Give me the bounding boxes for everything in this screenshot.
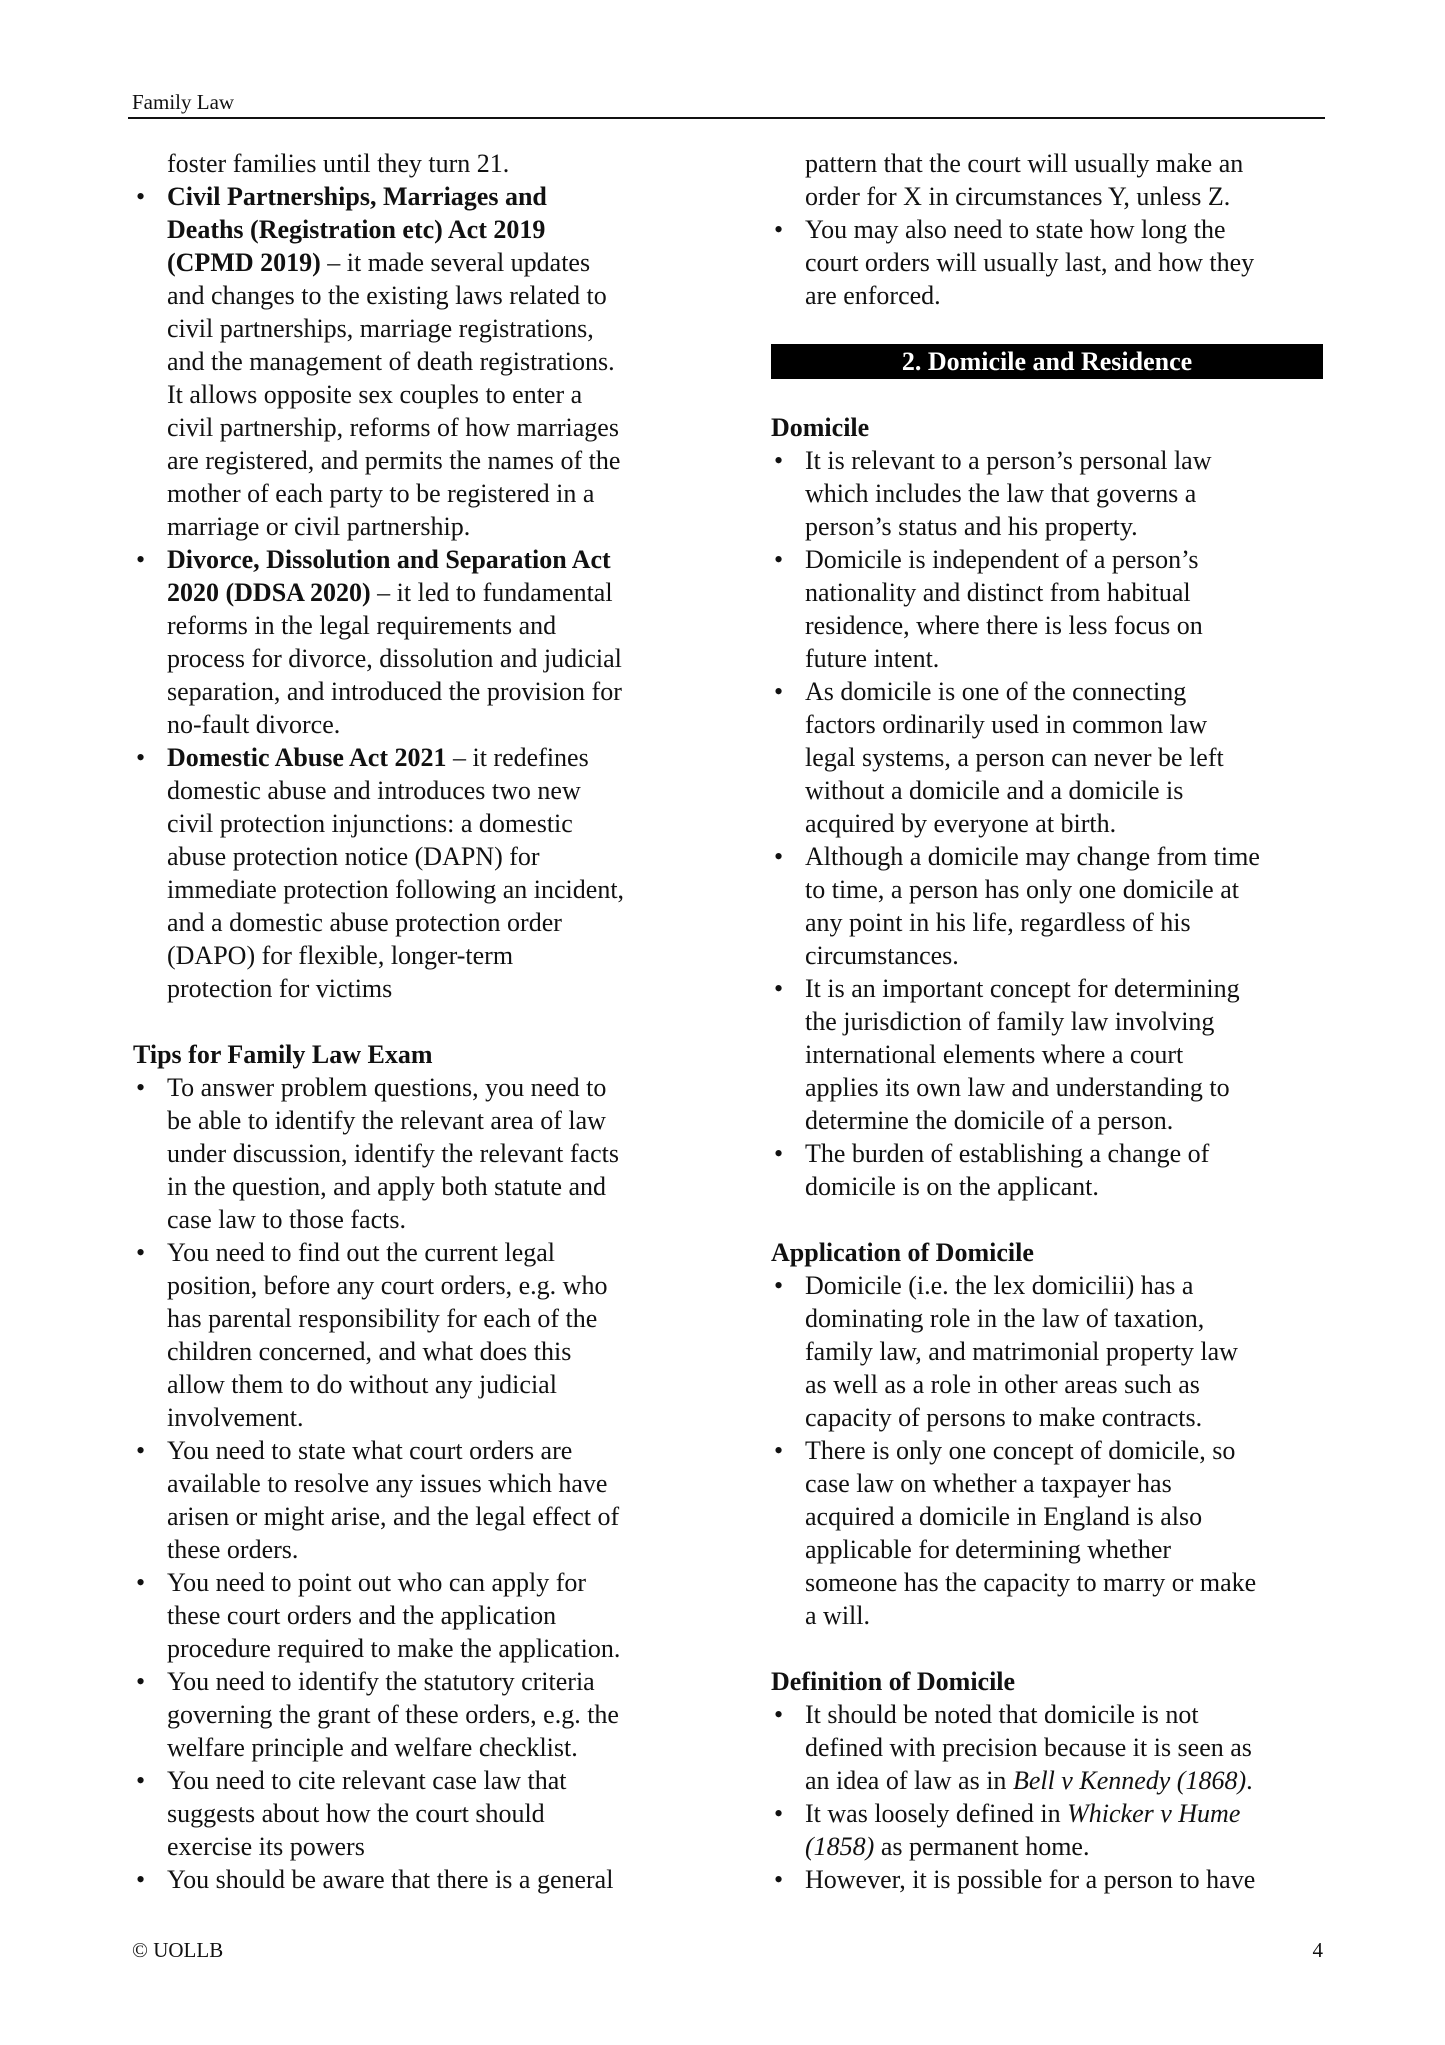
text-line bbox=[167, 1302, 597, 1335]
text-segment: and the management of death registrations. bbox=[167, 347, 615, 376]
text-line bbox=[167, 675, 622, 708]
text-segment: The burden of establishing a change of bbox=[805, 1139, 1210, 1168]
text-segment: be able to identify the relevant area of law bbox=[167, 1106, 606, 1135]
text-segment: legal systems, a person can never be left bbox=[805, 743, 1224, 772]
text-line bbox=[167, 1335, 571, 1368]
bold-text: (CPMD 2019) bbox=[167, 248, 321, 277]
text-segment: case law on whether a taxpayer has bbox=[805, 1469, 1172, 1498]
text-segment: . bbox=[1246, 1766, 1253, 1795]
text-segment: and a domestic abuse protection order bbox=[167, 908, 562, 937]
text-line bbox=[805, 939, 959, 972]
bullet-item-line bbox=[805, 972, 1240, 1005]
text-segment: mother of each party to be registered in a bbox=[167, 479, 595, 508]
section-subheading bbox=[771, 1236, 1034, 1269]
bullet-item-line bbox=[167, 543, 611, 576]
text-line bbox=[805, 1071, 1230, 1104]
text-segment: no-fault divorce. bbox=[167, 710, 341, 739]
text-segment: foster families until they turn 21. bbox=[167, 149, 510, 178]
text-line bbox=[167, 510, 470, 543]
bullet-item-line bbox=[167, 1665, 595, 1698]
text-segment: and changes to the existing laws related to bbox=[167, 281, 607, 310]
text-segment: these orders. bbox=[167, 1535, 299, 1564]
bold-text: Domestic Abuse Act 2021 bbox=[167, 743, 447, 772]
text-line bbox=[805, 906, 1191, 939]
text-line bbox=[167, 246, 590, 279]
case-citation: Bell v Kennedy (1868) bbox=[1012, 1766, 1247, 1795]
text-line bbox=[805, 1533, 1171, 1566]
bullet-icon: • bbox=[136, 1766, 146, 1795]
bullet-item-line bbox=[167, 1566, 586, 1599]
text-line bbox=[167, 1599, 556, 1632]
text-line bbox=[805, 873, 1239, 906]
text-segment: any point in his life, regardless of his bbox=[805, 908, 1191, 937]
text-line bbox=[167, 774, 581, 807]
text-segment: someone has the capacity to marry or make bbox=[805, 1568, 1257, 1597]
text-segment: domestic abuse and introduces two new bbox=[167, 776, 581, 805]
text-segment: allow them to do without any judicial bbox=[167, 1370, 557, 1399]
text-segment: To answer problem questions, you need to bbox=[167, 1073, 607, 1102]
bullet-item-line bbox=[805, 840, 1260, 873]
text-segment: in the question, and apply both statute and bbox=[167, 1172, 607, 1201]
text-line bbox=[167, 1830, 365, 1863]
text-segment: suggests about how the court should bbox=[167, 1799, 545, 1828]
text-line bbox=[167, 345, 615, 378]
text-segment: It is relevant to a person’s personal law bbox=[805, 446, 1212, 475]
section-subheading bbox=[133, 1038, 433, 1071]
text-segment: Definition of Domicile bbox=[771, 1667, 1016, 1696]
text-segment: defined with precision because it is seen as bbox=[805, 1733, 1252, 1762]
text-line bbox=[167, 1533, 298, 1566]
text-line bbox=[805, 1401, 1202, 1434]
text-segment: As domicile is one of the connecting bbox=[805, 677, 1187, 706]
text-segment: protection for victims bbox=[167, 974, 393, 1003]
text-segment: Domicile is independent of a person’s bbox=[805, 545, 1199, 574]
text-line bbox=[805, 1764, 1253, 1797]
text-segment: exercise its powers bbox=[167, 1832, 365, 1861]
text-line bbox=[805, 1302, 1204, 1335]
bullet-item-line bbox=[805, 213, 1226, 246]
text-segment: civil partnerships, marriage registrations, bbox=[167, 314, 594, 343]
case-citation: Whicker v Hume bbox=[1067, 1799, 1241, 1828]
text-segment: to time, a person has only one domicile at bbox=[805, 875, 1239, 904]
text-line bbox=[167, 906, 562, 939]
text-line bbox=[805, 642, 939, 675]
text-segment: Tips for Family Law Exam bbox=[133, 1040, 433, 1069]
text-line bbox=[805, 1599, 870, 1632]
text-segment: as permanent home. bbox=[874, 1832, 1090, 1861]
bullet-item-line bbox=[805, 444, 1212, 477]
text-line bbox=[167, 1104, 606, 1137]
text-segment: domicile is on the applicant. bbox=[805, 1172, 1099, 1201]
text-segment: pattern that the court will usually make an bbox=[805, 149, 1244, 178]
bullet-icon: • bbox=[774, 446, 784, 475]
text-line bbox=[805, 180, 1230, 213]
bullet-icon: • bbox=[774, 1700, 784, 1729]
text-segment: process for divorce, dissolution and judicial bbox=[167, 644, 622, 673]
bold-text: Divorce, Dissolution and Separation Act bbox=[167, 545, 611, 574]
footer-copyright: © UOLLB bbox=[132, 1938, 224, 1962]
text-line bbox=[167, 576, 613, 609]
text-segment: future intent. bbox=[805, 644, 940, 673]
text-segment: civil protection injunctions: a domestic bbox=[167, 809, 573, 838]
text-line bbox=[167, 609, 556, 642]
bullet-icon: • bbox=[774, 1139, 784, 1168]
text-line bbox=[167, 840, 540, 873]
text-line bbox=[167, 972, 392, 1005]
text-segment: under discussion, identify the relevant facts bbox=[167, 1139, 619, 1168]
text-line bbox=[167, 642, 622, 675]
text-segment: order for X in circumstances Y, unless Z. bbox=[805, 182, 1231, 211]
bullet-icon: • bbox=[774, 1436, 784, 1465]
text-line bbox=[805, 477, 1196, 510]
bullet-item-line bbox=[805, 543, 1199, 576]
text-line bbox=[167, 1368, 557, 1401]
text-segment: factors ordinarily used in common law bbox=[805, 710, 1208, 739]
text-line bbox=[805, 807, 1116, 840]
text-segment: an idea of law as in bbox=[805, 1766, 1013, 1795]
text-line bbox=[805, 708, 1207, 741]
text-segment: It was loosely defined in bbox=[805, 1799, 1068, 1828]
text-segment: You need to cite relevant case law that bbox=[167, 1766, 567, 1795]
text-segment: procedure required to make the application. bbox=[167, 1634, 621, 1663]
bullet-item-line bbox=[805, 675, 1186, 708]
bullet-icon: • bbox=[136, 1238, 146, 1267]
section-heading-bar: 2. Domicile and Residence bbox=[771, 344, 1323, 379]
section-subheading bbox=[771, 411, 869, 444]
bullet-item-line bbox=[805, 1434, 1235, 1467]
text-line bbox=[805, 1335, 1238, 1368]
text-line bbox=[167, 939, 513, 972]
bold-text: 2020 (DDSA 2020) bbox=[167, 578, 371, 607]
bullet-item-line bbox=[167, 1434, 572, 1467]
text-segment: case law to those facts. bbox=[167, 1205, 406, 1234]
text-segment: Although a domicile may change from time bbox=[805, 842, 1260, 871]
text-segment: welfare principle and welfare checklist. bbox=[167, 1733, 578, 1762]
text-segment: available to resolve any issues which have bbox=[167, 1469, 608, 1498]
text-line bbox=[167, 807, 573, 840]
bullet-icon: • bbox=[774, 215, 784, 244]
text-line bbox=[167, 708, 340, 741]
text-segment: acquired by everyone at birth. bbox=[805, 809, 1117, 838]
bullet-item-line bbox=[167, 1863, 613, 1896]
text-line bbox=[805, 1731, 1252, 1764]
text-segment: court orders will usually last, and how they bbox=[805, 248, 1255, 277]
text-segment: abuse protection notice (DAPN) for bbox=[167, 842, 540, 871]
text-segment: Application of Domicile bbox=[771, 1238, 1034, 1267]
text-line bbox=[805, 741, 1224, 774]
bullet-icon: • bbox=[774, 677, 784, 706]
text-line bbox=[805, 1170, 1099, 1203]
text-segment: However, it is possible for a person to have bbox=[805, 1865, 1256, 1894]
text-segment: It should be noted that domicile is not bbox=[805, 1700, 1199, 1729]
text-line bbox=[805, 1005, 1214, 1038]
text-segment: arisen or might arise, and the legal effect of bbox=[167, 1502, 620, 1531]
text-segment: acquired a domicile in England is also bbox=[805, 1502, 1203, 1531]
bullet-icon: • bbox=[136, 1073, 146, 1102]
bullet-item-line bbox=[805, 1863, 1255, 1896]
text-segment: You need to identify the statutory criteria bbox=[167, 1667, 595, 1696]
text-line bbox=[167, 1731, 578, 1764]
text-segment: It is an important concept for determining bbox=[805, 974, 1240, 1003]
text-segment: as well as a role in other areas such as bbox=[805, 1370, 1200, 1399]
text-line bbox=[805, 1038, 1183, 1071]
text-segment: You should be aware that there is a general bbox=[167, 1865, 614, 1894]
bold-text: Civil Partnerships, Marriages and bbox=[167, 182, 547, 211]
text-segment: the jurisdiction of family law involving bbox=[805, 1007, 1215, 1036]
bullet-item-line bbox=[167, 1236, 555, 1269]
text-line bbox=[167, 378, 582, 411]
bullet-icon: • bbox=[136, 545, 146, 574]
text-line bbox=[167, 411, 619, 444]
text-segment: It allows opposite sex couples to enter a bbox=[167, 380, 583, 409]
bullet-icon: • bbox=[136, 743, 146, 772]
text-segment: international elements where a court bbox=[805, 1040, 1184, 1069]
bullet-icon: • bbox=[774, 1271, 784, 1300]
bullet-icon: • bbox=[136, 182, 146, 211]
text-line bbox=[167, 1401, 303, 1434]
text-line bbox=[167, 1269, 607, 1302]
text-segment: these court orders and the application bbox=[167, 1601, 557, 1630]
bullet-item-line bbox=[167, 1764, 567, 1797]
bullet-item-line bbox=[167, 180, 547, 213]
text-line bbox=[167, 213, 545, 246]
bullet-icon: • bbox=[774, 545, 784, 574]
text-segment: immediate protection following an incident, bbox=[167, 875, 625, 904]
bullet-icon: • bbox=[774, 1799, 784, 1828]
bullet-item-line bbox=[805, 1698, 1199, 1731]
text-segment: which includes the law that governs a bbox=[805, 479, 1197, 508]
bullet-icon: • bbox=[136, 1436, 146, 1465]
text-segment: governing the grant of these orders, e.g. the bbox=[167, 1700, 619, 1729]
text-segment: Domicile (i.e. the lex domicilii) has a bbox=[805, 1271, 1194, 1300]
bullet-icon: • bbox=[774, 1865, 784, 1894]
text-segment: You need to point out who can apply for bbox=[167, 1568, 587, 1597]
bold-text: Deaths (Registration etc) Act 2019 bbox=[167, 215, 546, 244]
text-line bbox=[167, 1203, 406, 1236]
text-segment: dominating role in the law of taxation, bbox=[805, 1304, 1205, 1333]
text-line bbox=[805, 147, 1243, 180]
text-segment: You may also need to state how long the bbox=[805, 215, 1226, 244]
text-segment: reforms in the legal requirements and bbox=[167, 611, 557, 640]
case-citation: (1858) bbox=[805, 1832, 875, 1861]
text-segment: applicable for determining whether bbox=[805, 1535, 1172, 1564]
text-line bbox=[167, 1632, 620, 1665]
text-segment: involvement. bbox=[167, 1403, 304, 1432]
text-segment: position, before any court orders, e.g. who bbox=[167, 1271, 608, 1300]
text-segment: – it redefines bbox=[446, 743, 589, 772]
bullet-icon: • bbox=[136, 1865, 146, 1894]
text-line bbox=[805, 609, 1203, 642]
text-line bbox=[167, 279, 607, 312]
text-line bbox=[805, 246, 1254, 279]
text-segment: civil partnership, reforms of how marriages bbox=[167, 413, 619, 442]
bullet-icon: • bbox=[136, 1568, 146, 1597]
text-line bbox=[805, 774, 1183, 807]
section-subheading bbox=[771, 1665, 1015, 1698]
text-segment: – it made several updates bbox=[320, 248, 591, 277]
text-line bbox=[167, 147, 509, 180]
bullet-item-line bbox=[805, 1797, 1240, 1830]
text-segment: You need to find out the current legal bbox=[167, 1238, 555, 1267]
text-segment: You need to state what court orders are bbox=[167, 1436, 573, 1465]
text-segment: are registered, and permits the names of the bbox=[167, 446, 621, 475]
page-number: 4 bbox=[1312, 1938, 1323, 1962]
text-segment: has parental responsibility for each of the bbox=[167, 1304, 598, 1333]
text-line bbox=[167, 1170, 606, 1203]
text-line bbox=[167, 312, 594, 345]
bullet-item-line bbox=[805, 1269, 1193, 1302]
text-segment: family law, and matrimonial property law bbox=[805, 1337, 1238, 1366]
text-line bbox=[167, 873, 624, 906]
text-line bbox=[805, 279, 941, 312]
bullet-item-line bbox=[167, 741, 589, 774]
text-line bbox=[805, 1830, 1089, 1863]
text-segment: capacity of persons to make contracts. bbox=[805, 1403, 1203, 1432]
text-segment: There is only one concept of domicile, so bbox=[805, 1436, 1236, 1465]
text-segment: circumstances. bbox=[805, 941, 959, 970]
text-segment: without a domicile and a domicile is bbox=[805, 776, 1184, 805]
text-segment: determine the domicile of a person. bbox=[805, 1106, 1174, 1135]
text-segment: person’s status and his property. bbox=[805, 512, 1138, 541]
text-line bbox=[805, 576, 1191, 609]
text-line bbox=[167, 1137, 619, 1170]
text-segment: children concerned, and what does this bbox=[167, 1337, 572, 1366]
bullet-icon: • bbox=[774, 842, 784, 871]
text-line bbox=[167, 1797, 545, 1830]
text-line bbox=[167, 1698, 619, 1731]
page-header-title: Family Law bbox=[132, 90, 235, 114]
text-line bbox=[805, 1500, 1202, 1533]
text-segment: – it led to fundamental bbox=[370, 578, 613, 607]
text-segment: applies its own law and understanding to bbox=[805, 1073, 1230, 1102]
text-segment: residence, where there is less focus on bbox=[805, 611, 1203, 640]
bullet-icon: • bbox=[774, 974, 784, 1003]
text-segment: nationality and distinct from habitual bbox=[805, 578, 1191, 607]
header-divider bbox=[128, 117, 1325, 119]
text-segment: Domicile bbox=[771, 413, 870, 442]
bullet-icon: • bbox=[136, 1667, 146, 1696]
text-line bbox=[805, 1104, 1173, 1137]
text-segment: a will. bbox=[805, 1601, 870, 1630]
text-line bbox=[167, 1467, 607, 1500]
text-line bbox=[805, 1467, 1172, 1500]
text-segment: (DAPO) for flexible, longer-term bbox=[167, 941, 514, 970]
text-segment: marriage or civil partnership. bbox=[167, 512, 471, 541]
text-segment: are enforced. bbox=[805, 281, 941, 310]
text-line bbox=[805, 510, 1138, 543]
bullet-item-line bbox=[805, 1137, 1209, 1170]
text-line bbox=[167, 1500, 619, 1533]
text-line bbox=[805, 1368, 1200, 1401]
text-line bbox=[805, 1566, 1256, 1599]
bullet-item-line bbox=[167, 1071, 606, 1104]
text-segment: separation, and introduced the provision for bbox=[167, 677, 622, 706]
text-line bbox=[167, 444, 620, 477]
text-line bbox=[167, 477, 594, 510]
